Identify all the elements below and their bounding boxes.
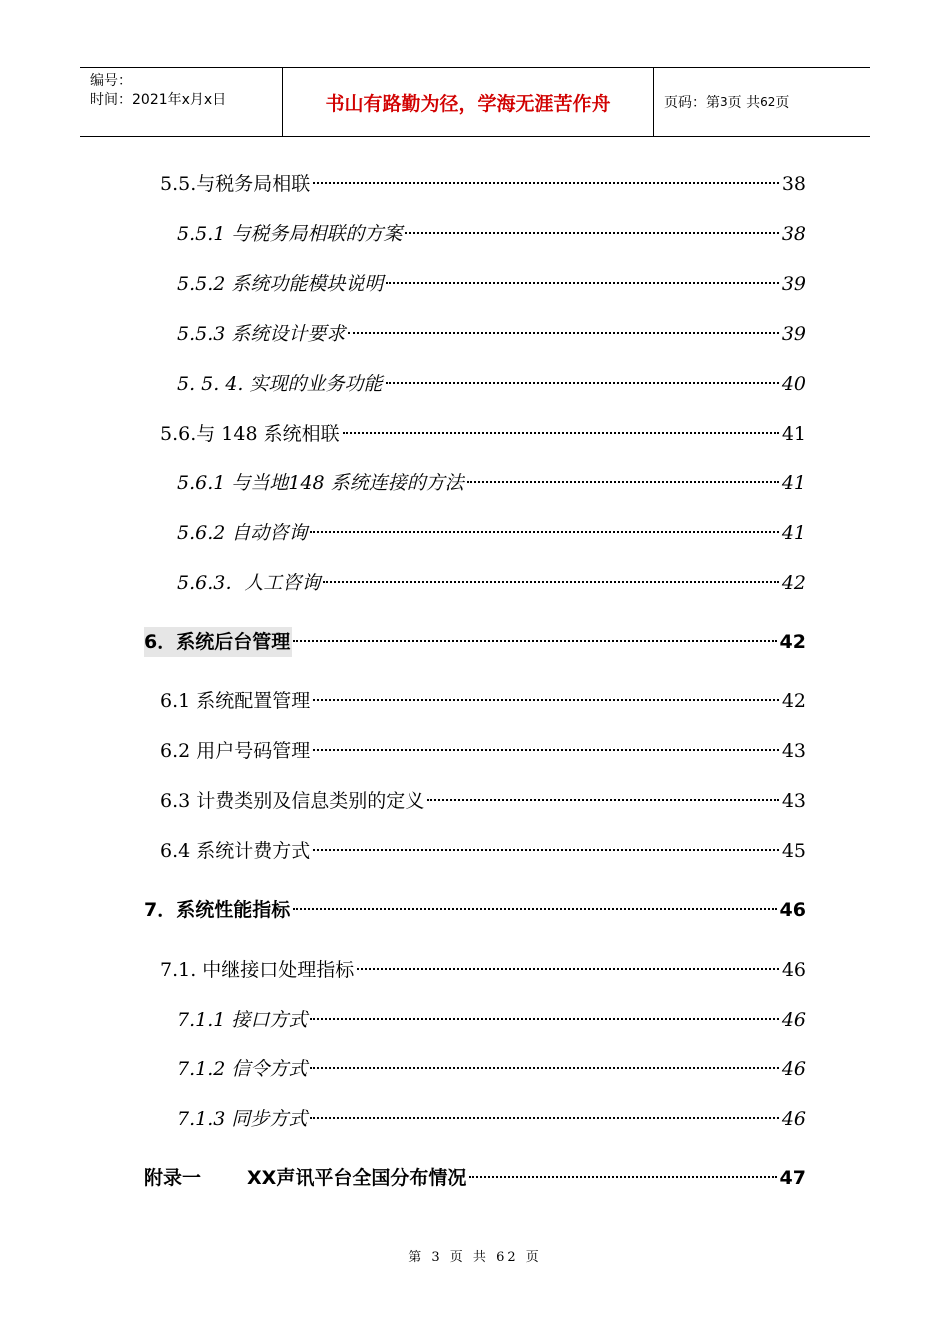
toc-dot-leader <box>469 1176 776 1178</box>
toc-dot-leader <box>313 182 779 184</box>
toc-entry-title: 7.1.1 接口方式 <box>177 1009 308 1031</box>
toc-entry-title: 6.4 系统计费方式 <box>160 840 311 862</box>
toc-entry-title: 7．系统性能指标 <box>144 899 291 921</box>
toc-entry-title: 5.5.1 与税务局相联的方案 <box>177 223 403 245</box>
page-header <box>80 67 870 137</box>
toc-entry-page: 46 <box>781 1108 806 1130</box>
toc-entry[interactable] <box>177 568 806 598</box>
toc-dot-leader <box>386 282 778 284</box>
toc-entry-title: 6.3 计费类别及信息类别的定义 <box>160 790 425 812</box>
toc-entry[interactable] <box>177 219 806 249</box>
toc-entry[interactable] <box>160 736 806 766</box>
footer-suffix: 页 <box>525 1250 542 1265</box>
toc-entry[interactable] <box>144 1163 806 1193</box>
toc-entry[interactable] <box>177 1005 806 1035</box>
toc-entry-text: XX声讯平台全国分布情况 <box>247 1167 467 1189</box>
toc-entry-page: 39 <box>781 323 806 345</box>
footer-total: 62 <box>496 1250 519 1265</box>
toc-entry-title: 6.1 系统配置管理 <box>160 690 311 712</box>
toc-entry-page: 47 <box>779 1167 806 1189</box>
page-total: 62 <box>760 95 776 109</box>
toc-entry[interactable] <box>160 836 806 866</box>
toc-entry-title: 5.6.1 与当地148 系统连接的方法 <box>177 472 464 494</box>
toc-dot-leader <box>310 1067 778 1069</box>
toc-entry-page: 41 <box>781 423 806 445</box>
toc-dot-leader <box>467 481 779 483</box>
toc-dot-leader <box>323 581 778 583</box>
toc-entry-page: 46 <box>781 1009 806 1031</box>
toc-entry-title: 7.1. 中继接口处理指标 <box>160 959 355 981</box>
toc-entry-title: 5.6.3．人工咨询 <box>177 572 321 594</box>
toc-entry[interactable] <box>160 419 806 449</box>
toc-entry-page: 43 <box>781 740 806 762</box>
toc-entry-page: 41 <box>781 472 806 494</box>
toc-entry-page: 38 <box>781 223 806 245</box>
footer-mid: 页 共 <box>449 1250 489 1265</box>
toc-entry-page: 41 <box>781 522 806 544</box>
toc-dot-leader <box>310 1018 778 1020</box>
toc-entry-page: 42 <box>781 690 806 712</box>
toc-dot-leader <box>293 640 776 642</box>
toc-entry-page: 42 <box>779 631 806 653</box>
toc-entry[interactable] <box>177 468 806 498</box>
page-current: 3 <box>720 95 728 109</box>
header-meta <box>80 68 282 136</box>
toc-entry-page: 46 <box>781 1058 806 1080</box>
toc-entry[interactable] <box>160 169 806 199</box>
toc-dot-leader <box>357 968 779 970</box>
toc-entry[interactable] <box>177 1104 806 1134</box>
toc-dot-leader <box>293 908 776 910</box>
toc-entry[interactable] <box>177 518 806 548</box>
page-footer <box>0 1246 950 1265</box>
toc-entry-page: 46 <box>779 899 806 921</box>
toc-entry-title: 6．系统后台管理 <box>144 627 292 657</box>
toc-entry-title <box>144 1163 468 1193</box>
toc-entry[interactable] <box>160 686 806 716</box>
toc-entry-title: 6.2 用户号码管理 <box>160 740 311 762</box>
toc-entry[interactable] <box>144 895 806 925</box>
toc-dot-leader <box>427 799 779 801</box>
number-label: 编号： <box>90 73 132 89</box>
toc-entry-page: 40 <box>781 373 806 395</box>
toc-dot-leader <box>310 531 778 533</box>
toc-entry-page: 45 <box>781 840 806 862</box>
toc-entry-title: 5. 5. 4. 实现的业务功能 <box>177 373 383 395</box>
toc-entry-title: 7.1.2 信令方式 <box>177 1058 308 1080</box>
toc-entry[interactable] <box>177 369 806 399</box>
toc-entry-title: 5.5.2 系统功能模块说明 <box>177 273 384 295</box>
toc-dot-leader <box>405 232 778 234</box>
toc-entry-page: 43 <box>781 790 806 812</box>
toc-entry-page: 38 <box>781 173 806 195</box>
toc-entry[interactable] <box>160 786 806 816</box>
header-page-info <box>654 68 870 136</box>
page-mid: 页 共 <box>727 95 761 111</box>
header-motto: 书山有路勤为径，学海无涯苦作舟 <box>282 68 654 136</box>
toc-dot-leader <box>313 849 779 851</box>
toc-dot-leader <box>343 432 779 434</box>
toc-entry-page: 39 <box>781 273 806 295</box>
toc-entry-title: 5.6.与 148 系统相联 <box>160 423 340 445</box>
footer-current: 3 <box>431 1250 443 1265</box>
toc-entry[interactable] <box>160 955 806 985</box>
toc-entry-title: 7.1.3 同步方式 <box>177 1108 308 1130</box>
page-suffix: 页 <box>775 95 790 111</box>
toc-entry-prefix: 附录一 <box>144 1167 202 1189</box>
toc-dot-leader <box>310 1117 778 1119</box>
toc-entry[interactable] <box>177 269 806 299</box>
toc-entry-page: 42 <box>781 572 806 594</box>
toc-dot-leader <box>386 382 779 384</box>
page-prefix: 页码：第 <box>664 95 720 111</box>
toc-entry-title: 5.5.3 系统设计要求 <box>177 323 346 345</box>
toc-entry-title: 5.6.2 自动咨询 <box>177 522 308 544</box>
toc-entry[interactable] <box>177 319 806 349</box>
toc-entry-title: 5.5.与税务局相联 <box>160 173 311 195</box>
toc-entry[interactable] <box>144 627 806 657</box>
toc-dot-leader <box>348 332 778 334</box>
toc-dot-leader <box>313 749 779 751</box>
toc-entry-page: 46 <box>781 959 806 981</box>
time-label: 时间：2021年x月x日 <box>90 92 227 108</box>
toc-dot-leader <box>313 699 779 701</box>
toc-entry[interactable] <box>177 1054 806 1084</box>
footer-prefix: 第 <box>408 1250 425 1265</box>
